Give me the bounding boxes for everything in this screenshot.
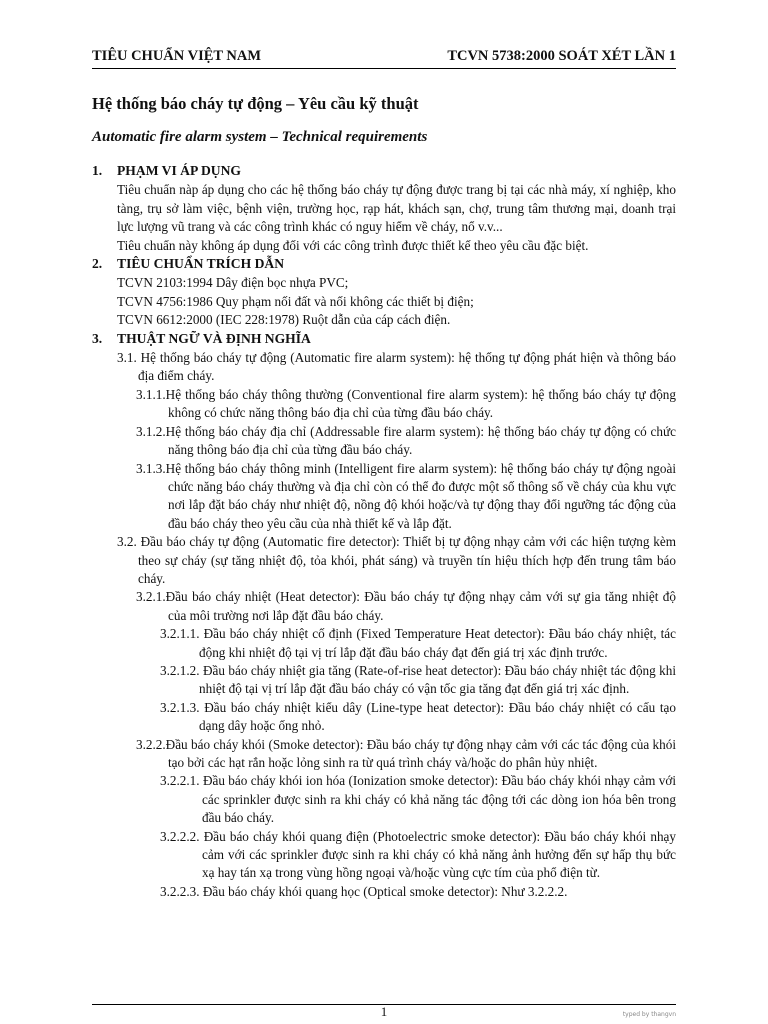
standard-code: TCVN 5738:2000 SOÁT XÉT LẦN 1 [447,48,676,64]
definition-3-2-2-3: 3.2.2.3. Đầu báo cháy khói quang học (Optical smoke detector): Như 3.2.2.2. [160,883,568,899]
definition-3-1-3: 3.1.3.Hệ thống báo cháy thông minh (Intelligent fire alarm system): hệ thống báo cháy tự động ngoài chức năng báo cháy thường và địa chỉ còn có thể đo được một số thông số về cháy của khu vực nơi lắp đặt báo cháy như nhiệt độ, nồng độ khói hoặc/và tự động thay đổi ngưỡng tác động của đầu báo cháy theo yêu cầu của nhà thiết kế và lắp đặt. [136,460,676,531]
definition-3-1-1: 3.1.1.Hệ thống báo cháy thông thường (Conventional fire alarm system): hệ thống báo cháy tự động không có chức năng thông báo địa chỉ của từng đầu báo cháy. [136,386,676,421]
definition-3-2: 3.2. Đầu báo cháy tự động (Automatic fire detector): Thiết bị tự động nhạy cảm với các hiện tượng kèm theo sự cháy (sự tăng nhiệt độ, tỏa khói, phát sáng) và truyền tín hiệu thích hợp đến trung tâm báo cháy. [117,534,677,586]
definition-3-2-2: 3.2.2.Đầu báo cháy khói (Smoke detector): Đầu báo cháy tự động nhạy cảm với các tác động của khói tạo bởi các hạt rắn hoặc lỏng sinh ra từ quá trình cháy và/hoặc do phân hủy nhiệt. [136,736,676,770]
definition-3-2-2-2: 3.2.2.2. Đầu báo cháy khói quang điện (Photoelectric smoke detector): Đầu báo cháy khói nhạy cảm với các sprinkler được sinh ra khi cháy có khả năng ảnh hưởng đến sự hấp thụ bức xạ hay tán xạ trong vùng hồng ngoại và/hoặc vùng cực tím của phổ điện từ. [160,828,676,881]
section-heading-references: 2. TIÊU CHUẨN TRÍCH DẪN [92,256,285,272]
section-heading-scope: 1. PHẠM VI ÁP DỤNG [92,163,241,178]
page-number: 1 [380,1004,388,1019]
document-subtitle: Automatic fire alarm system – Technical requirements [92,129,428,145]
definition-3-2-1-1: 3.2.1.1. Đầu báo cháy nhiệt cố định (Fixed Temperature Heat detector): Đầu báo cháy nhiệt, tác động khi nhiệt độ tại vị trí lắp đặt đầu báo cháy đạt đến giá trị xác định trước. [160,626,677,660]
scope-paragraph: Tiêu chuẩn nàp áp dụng cho các hệ thống báo cháy tự động được trang bị tại các nhà máy, xí nghiệp, kho tàng, trụ sở làm việc, bệnh viện, trường học, rạp hát, khách sạn, chợ, trung tâm thương mại, doanh trại lực lượng vũ trang và các công trình khác có nguy hiểm về cháy, nổ v.v... [117,182,676,235]
standard-name: TIÊU CHUẨN VIỆT NAM [92,48,262,64]
definition-3-2-1-2: 3.2.1.2. Đầu báo cháy nhiệt gia tăng (Rate-of-rise heat detector): Đầu báo cháy nhiệt tác động khi nhiệt độ tại vị trí lắp đặt đầu báo cháy có vận tốc gia tăng đạt đến giá trị xác định. [160,662,676,697]
scope-exclusion: Tiêu chuẩn này không áp dụng đối với các công trình được thiết kế theo yêu cầu đặc biệt. [117,237,589,253]
definition-3-2-1-3: 3.2.1.3. Đầu báo cháy nhiệt kiểu dây (Line-type heat detector): Đầu báo cháy nhiệt có cấu tạo dạng dây hoặc ống nhỏ. [160,699,677,734]
document-body [92,162,676,901]
document-header [92,46,676,69]
reference-item: TCVN 6612:2000 (IEC 228:1978) Ruột dẫn của cáp cách điện. [117,312,451,328]
typist-credit: typed by thangvn [622,1011,676,1018]
definition-3-2-1: 3.2.1.Đầu báo cháy nhiệt (Heat detector): Đầu báo cháy tự động nhạy cảm với sự gia tăng nhiệt độ của môi trường nơi lắp đặt đầu báo cháy. [136,589,676,623]
definition-3-1: 3.1. Hệ thống báo cháy tự động (Automatic fire alarm system): hệ thống tự động phát hiện và thông báo địa điểm cháy. [117,350,676,384]
reference-item: TCVN 2103:1994 Dây điện bọc nhựa PVC; [117,275,349,291]
definition-3-1-2: 3.1.2.Hệ thống báo cháy địa chỉ (Addressable fire alarm system): hệ thống báo cháy tự động có chức năng thông báo địa chỉ của từng đầu báo cháy. [136,423,676,458]
definition-3-2-2-1: 3.2.2.1. Đầu báo cháy khói ion hóa (Ionization smoke detector): Đầu báo cháy khói nhạy cảm với các sprinkler được sinh ra khi cháy có khả năng tác động tới các dòng ion hóa bên trong đầu báo cháy. [160,773,677,826]
document-title: Hệ thống báo cháy tự động – Yêu cầu kỹ thuật [92,94,419,113]
section-heading-definitions: 3. THUẬT NGỮ VÀ ĐỊNH NGHĨA [92,330,311,346]
reference-item: TCVN 4756:1986 Quy phạm nối đất và nối không các thiết bị điện; [117,293,474,309]
